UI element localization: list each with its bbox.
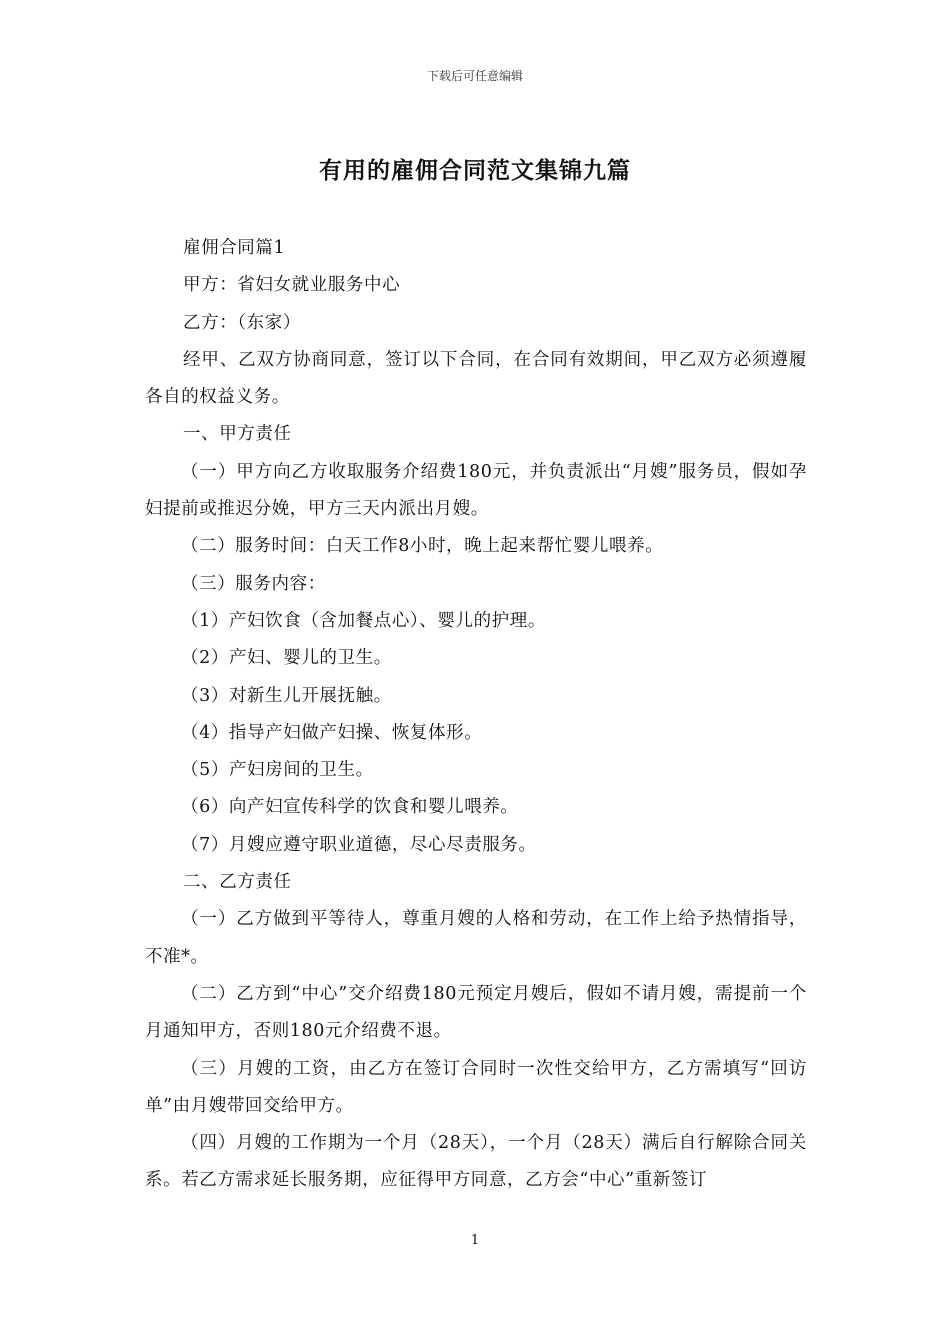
body-paragraph: （四）月嫂的工作期为一个月（28天），一个月（28天）满后自行解除合同关系。若乙方需求延长服务期，应征得甲方同意，乙方会“中心”重新签订 [145,1133,807,1191]
list-item: （7）月嫂应遵守职业道德，尽心尽责服务。 [181,834,537,855]
list-item: （5）产妇房间的卫生。 [181,760,374,781]
list-item: （3）对新生儿开展抚触。 [181,685,392,706]
list-item: （2）产妇、婴儿的卫生。 [181,648,392,669]
document-body [145,230,807,1200]
body-paragraph: （二）乙方到“中心”交介绍费180元预定月嫂后，假如不请月嫂，需提前一个月通知甲方，否则180元介绍费不退。 [145,983,807,1042]
page-header-note: 下载后可任意编辑 [426,69,523,83]
body-paragraph: （一）乙方做到平等待人，尊重月嫂的人格和劳动，在工作上给予热情指导，不准*。 [145,909,807,967]
list-item: （4）指导产妇做产妇操、恢复体形。 [181,722,483,743]
clause-heading: 一、甲方责任 [183,424,292,445]
body-paragraph: （二）服务时间：白天工作8小时，晚上起来帮忙婴儿喂养。 [181,536,664,557]
document-title: 有用的雇佣合同范文集锦九篇 [319,158,631,184]
list-item: （1）产妇饮食（含加餐点心）、婴儿的护理。 [181,610,546,631]
clause-heading: 二、乙方责任 [183,872,292,893]
list-item: （6）向产妇宣传科学的饮食和婴儿喂养。 [181,797,519,818]
body-paragraph: 经甲、乙双方协商同意，签订以下合同，在合同有效期间，甲乙双方必须遵履各自的权益义务。 [145,349,807,408]
body-paragraph: （三）服务内容： [181,573,326,594]
body-paragraph: （一）甲方向乙方收取服务介绍费180元，并负责派出“月嫂”服务员，假如孕妇提前或推迟分娩，甲方三天内派出月嫂。 [145,461,807,520]
party-b-line: 乙方：（东家） [183,312,301,333]
body-paragraph: （三）月嫂的工资，由乙方在签订合同时一次性交给甲方，乙方需填写“回访单”由月嫂带回交给甲方。 [145,1058,807,1116]
section-heading: 雇佣合同篇1 [183,238,286,258]
page-number: 1 [470,1233,480,1248]
party-a-line: 甲方：省妇女就业服务中心 [183,275,401,296]
